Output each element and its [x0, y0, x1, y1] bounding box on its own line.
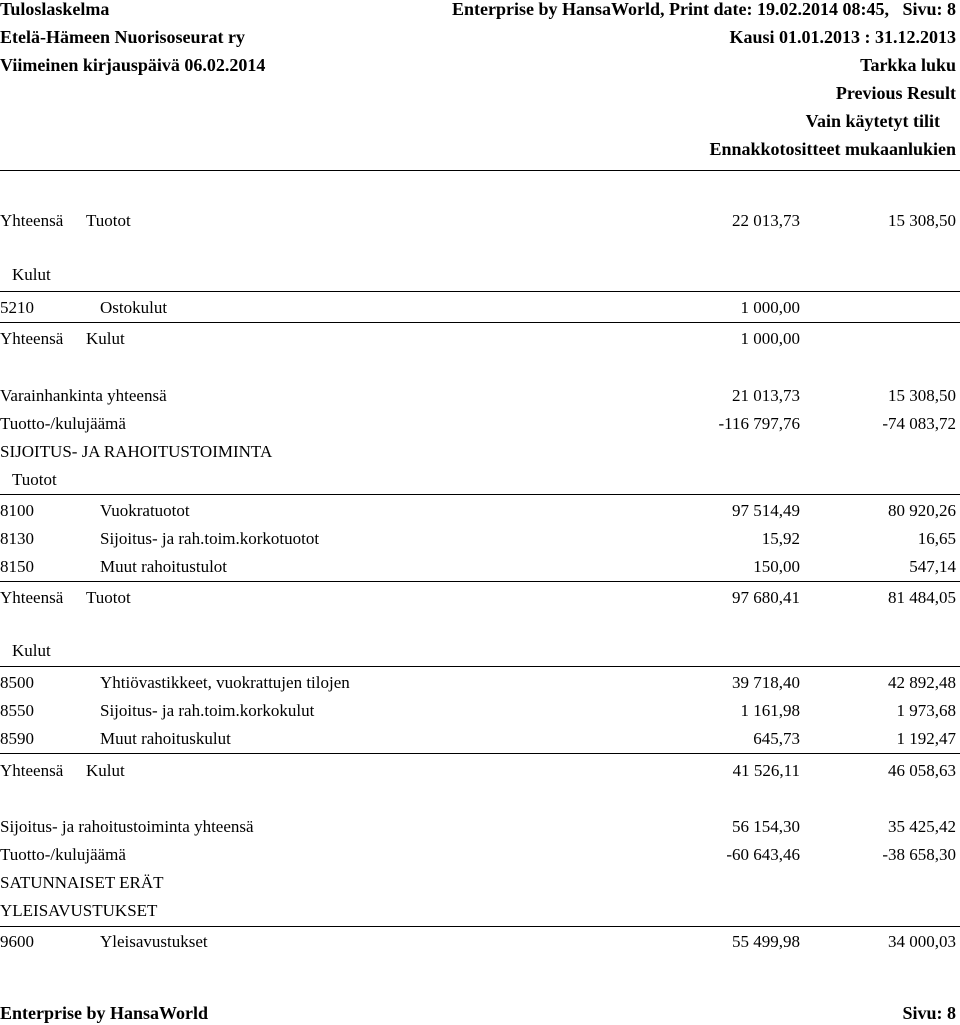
- footer-page: Sivu: 8: [902, 1003, 956, 1023]
- table-row: 8130 Sijoitus- ja rah.toim.korkotuotot 15,92 16,65: [0, 529, 956, 548]
- section-heading: YLEISAVUSTUKSET: [0, 901, 158, 920]
- table-row: Tuotto-/kulujäämä -116 797,76 -74 083,72: [0, 414, 956, 433]
- table-row: 9600 Yleisavustukset 55 499,98 34 000,03: [0, 932, 956, 951]
- section-divider: [0, 926, 960, 927]
- total-divider: [0, 753, 960, 754]
- option-used-accounts: Vain käytetyt tilit: [805, 111, 940, 131]
- table-row: 5210 Ostokulut 1 000,00: [0, 298, 800, 317]
- section-heading: Tuotot: [12, 470, 57, 489]
- page-label: Sivu: 8: [902, 0, 956, 19]
- table-row: Yhteensä Kulut 41 526,11 46 058,63: [0, 761, 956, 780]
- table-row: Sijoitus- ja rahoitustoiminta yhteensä 56 154,30 35 425,42: [0, 817, 956, 836]
- section-heading: Kulut: [12, 265, 51, 284]
- section-heading: SATUNNAISET ERÄT: [0, 873, 164, 892]
- section-heading: SIJOITUS- JA RAHOITUSTOIMINTA: [0, 442, 273, 461]
- option-previous-result: Previous Result: [835, 83, 956, 103]
- total-divider: [0, 581, 960, 582]
- table-row: Tuotto-/kulujäämä -60 643,46 -38 658,30: [0, 845, 956, 864]
- section-divider: [0, 666, 960, 667]
- company-name: Etelä-Hämeen Nuorisoseurat ry: [0, 27, 245, 47]
- table-row: 8590 Muut rahoituskulut 645,73 1 192,47: [0, 729, 956, 748]
- table-row: Yhteensä Tuotot 97 680,41 81 484,05: [0, 588, 956, 607]
- print-info: Enterprise by HansaWorld, Print date: 19.02.2014 08:45, Sivu: 8: [451, 0, 956, 19]
- table-row: Yhteensä Kulut 1 000,00: [0, 329, 800, 348]
- period: Kausi 01.01.2013 : 31.12.2013: [729, 27, 956, 47]
- table-row: 8500 Yhtiövastikkeet, vuokrattujen tilojen 39 718,40 42 892,48: [0, 673, 956, 692]
- table-row: Yhteensä Tuotot 22 013,73 15 308,50: [0, 211, 956, 230]
- header-divider: [0, 170, 960, 171]
- section-divider: [0, 291, 960, 292]
- table-row: Varainhankinta yhteensä 21 013,73 15 308,50: [0, 386, 956, 405]
- option-exact-value: Tarkka luku: [860, 55, 956, 75]
- table-row: 8150 Muut rahoitustulot 150,00 547,14: [0, 557, 956, 576]
- section-divider: [0, 494, 960, 495]
- report-title: Tuloslaskelma: [0, 0, 110, 19]
- footer-product: Enterprise by HansaWorld: [0, 1003, 209, 1023]
- total-divider: [0, 322, 960, 323]
- table-row: 8550 Sijoitus- ja rah.toim.korkokulut 1 161,98 1 973,68: [0, 701, 956, 720]
- option-include-preliminary: Ennakkotositteet mukaanlukien: [709, 139, 956, 159]
- last-entry-date: Viimeinen kirjauspäivä 06.02.2014: [0, 55, 266, 75]
- table-row: 8100 Vuokratuotot 97 514,49 80 920,26: [0, 501, 956, 520]
- section-heading: Kulut: [12, 641, 51, 660]
